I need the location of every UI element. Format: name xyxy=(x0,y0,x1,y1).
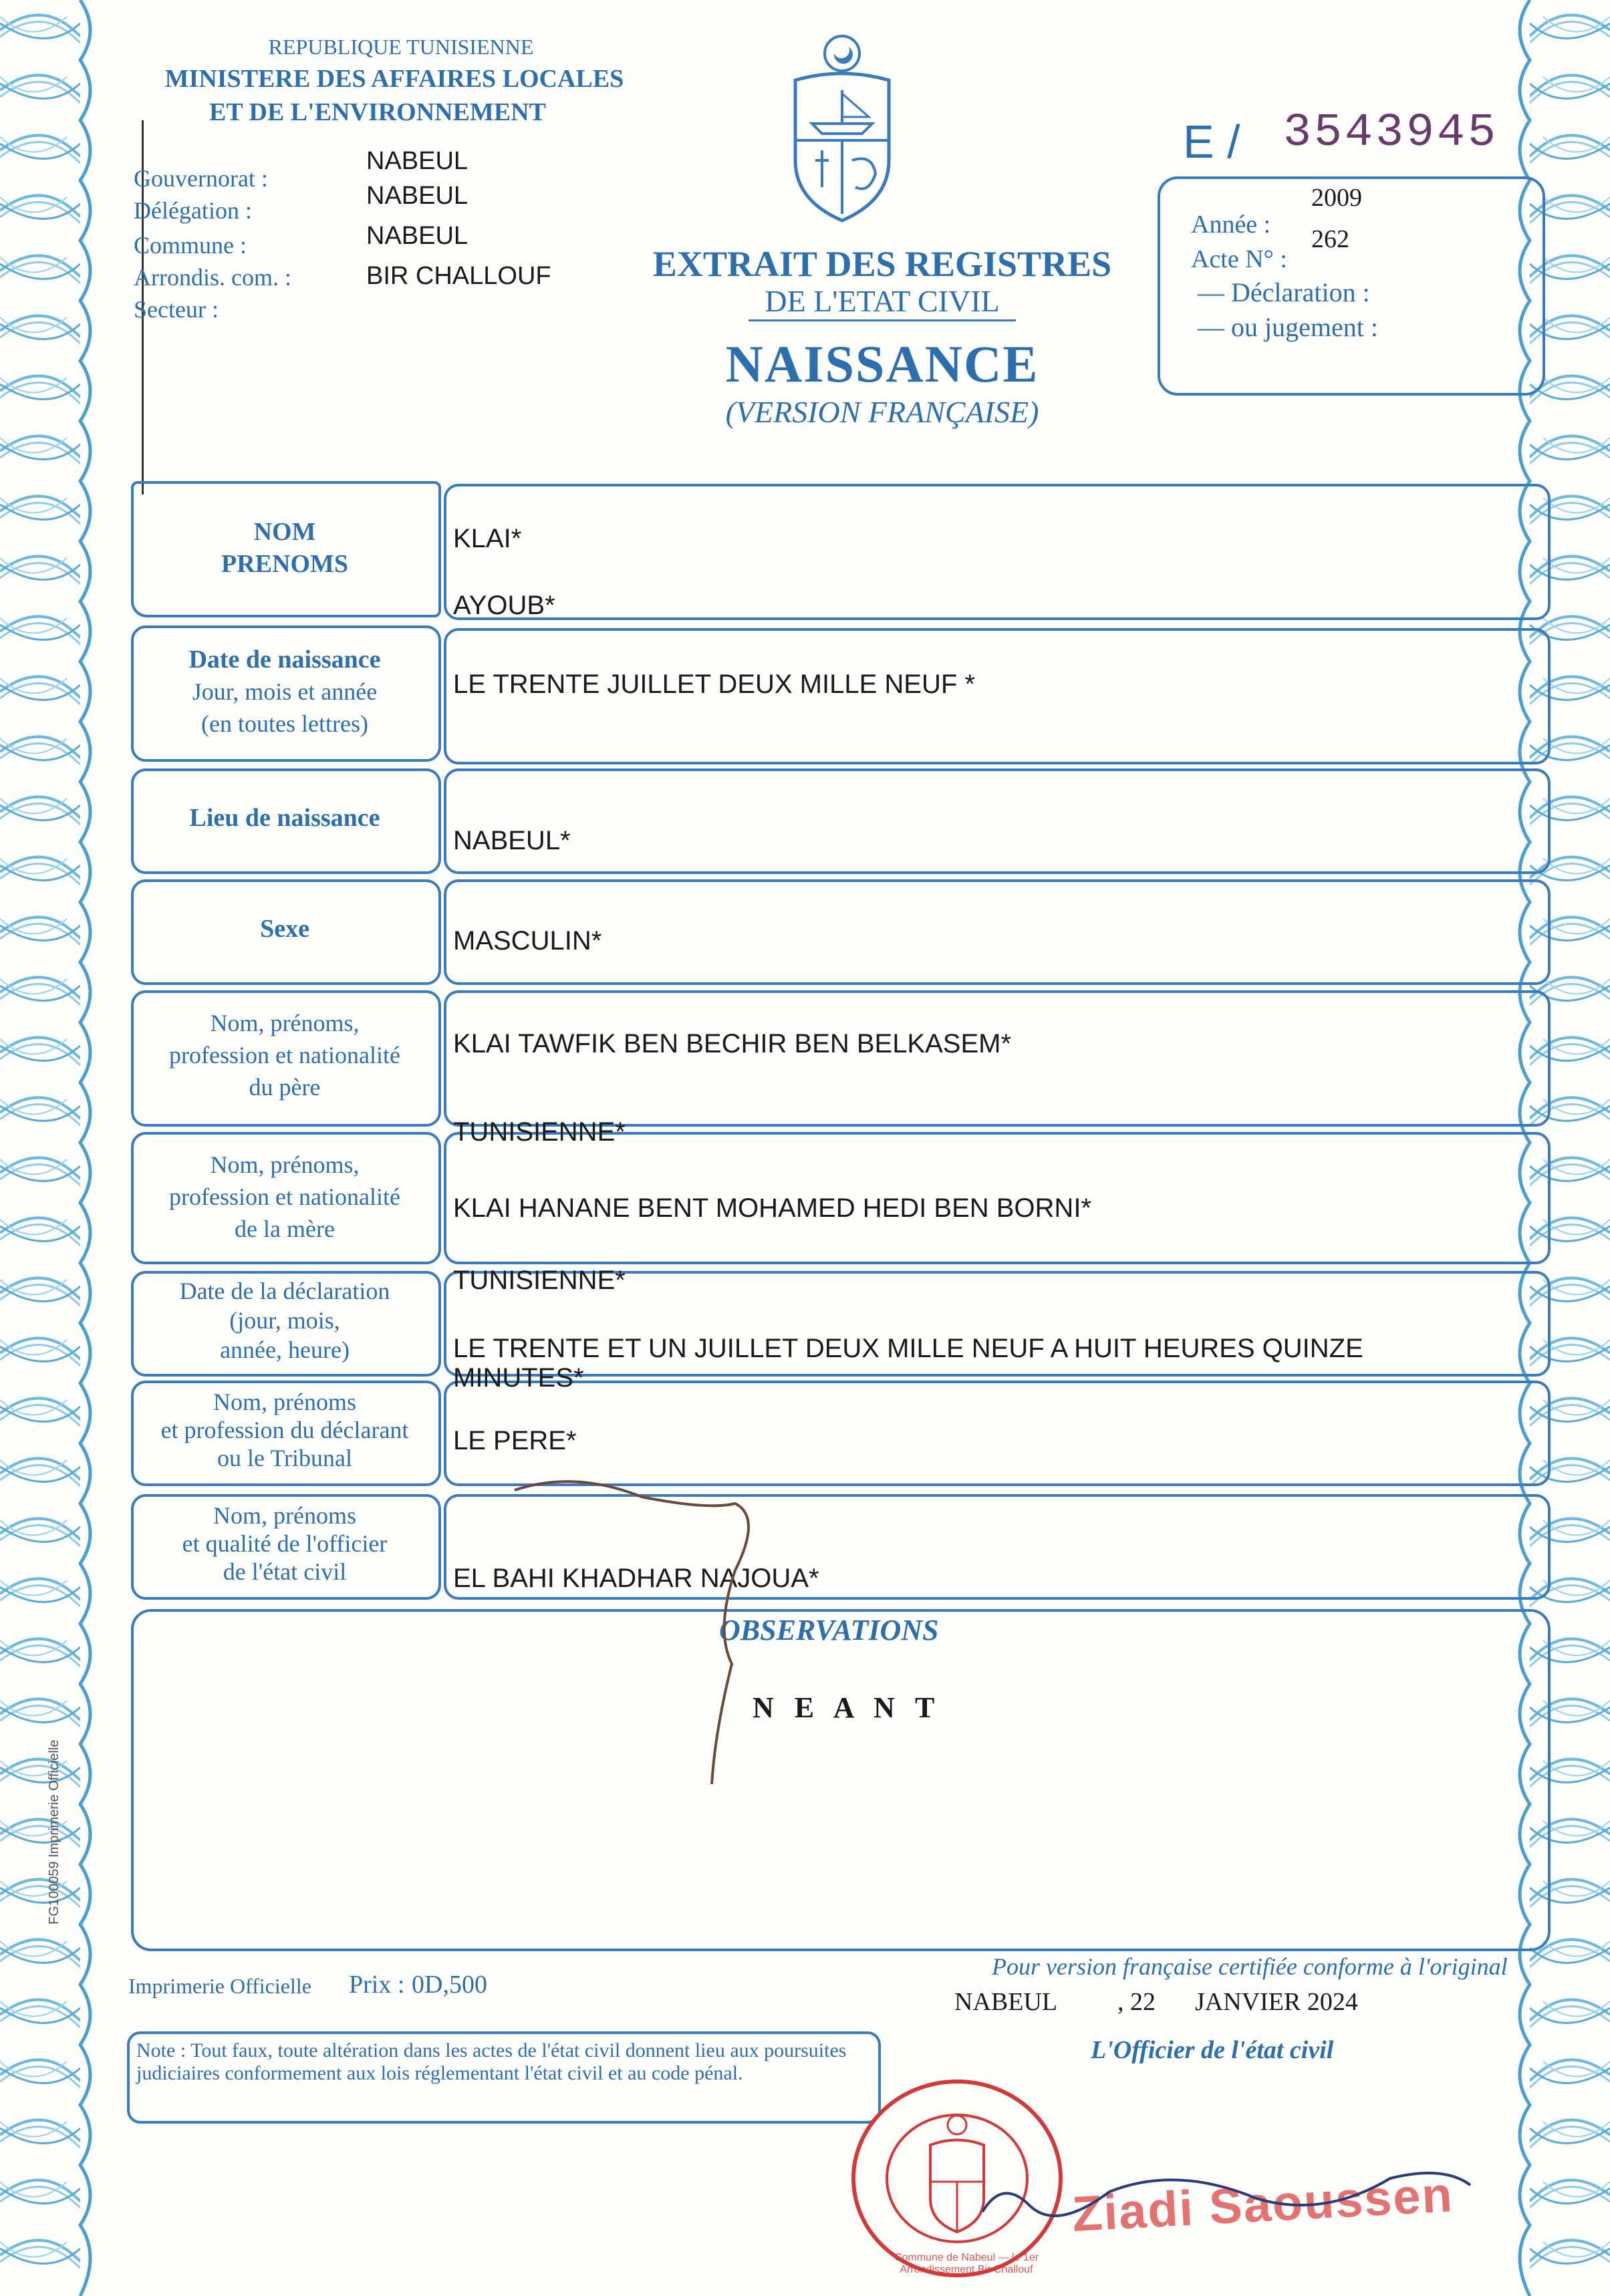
title-version: (VERSION FRANÇAISE) xyxy=(725,395,1039,429)
annee-label: Année : xyxy=(1191,210,1271,239)
title-underline xyxy=(749,319,1016,321)
sexe-value: MASCULIN* xyxy=(453,926,602,956)
acte-value: 262 xyxy=(1311,225,1349,253)
declaration-date-label xyxy=(134,1274,436,1367)
label-delegation: Délégation : xyxy=(134,197,252,224)
lieu-label-text: Lieu de naissance xyxy=(189,804,380,832)
label-commune: Commune : xyxy=(134,232,247,259)
lieu-value: NABEUL* xyxy=(453,826,571,855)
value-delegation: NABEUL xyxy=(366,182,468,210)
title-extrait: EXTRAIT DES REGISTRES xyxy=(652,244,1112,284)
declarant-label xyxy=(134,1383,436,1477)
declarant-label-line2: et profession du déclarant xyxy=(160,1417,409,1443)
value-gouvernorat: NABEUL xyxy=(366,147,468,175)
nom-label-line1: NOM xyxy=(253,518,316,546)
declarant-value: LE PERE* xyxy=(453,1426,577,1455)
acte-label: Acte N° : xyxy=(1191,245,1287,273)
pen-stroke xyxy=(495,1477,815,1798)
officier-value: EL BAHI KHADHAR NAJOUA* xyxy=(453,1564,819,1593)
republic-title: REPUBLIQUE TUNISIENNE xyxy=(268,35,534,59)
declaration-value-cont: MINUTES* xyxy=(453,1363,584,1393)
prenom-value: AYOUB* xyxy=(453,591,555,620)
price-label: Prix : xyxy=(349,1971,405,1999)
date-naissance-label xyxy=(134,635,436,748)
date-label-line3: (en toutes lettres) xyxy=(201,710,368,737)
value-commune: NABEUL xyxy=(366,222,468,250)
jugement-label: — ou jugement : xyxy=(1198,312,1378,342)
date-naissance-value: LE TRENTE JUILLET DEUX MILLE NEUF * xyxy=(453,670,975,699)
note-text: Note : Tout faux, toute altération dans les actes de l'état civil donnent lieu aux poursuites judiciaires conformement aux lois réglementant l'état civil et au code pénal. xyxy=(136,2039,847,2084)
signature-scribble xyxy=(976,2152,1484,2245)
printer-label: Imprimerie Officielle xyxy=(128,1974,311,1998)
nom-label-line2: PRENOMS xyxy=(221,550,348,578)
date-label-line2: Jour, mois et année xyxy=(192,678,378,705)
pere-label-line1: Nom, prénoms, xyxy=(210,1010,360,1036)
date-label-line1: Date de naissance xyxy=(188,645,381,674)
ministry-line2: ET DE L'ENVIRONNEMENT xyxy=(209,98,546,126)
title-etat-civil: DE L'ETAT CIVIL xyxy=(765,284,1000,318)
side-code: FG100059 Imprimerie Officielle xyxy=(47,1739,61,1924)
pere-label-line3: du père xyxy=(249,1074,321,1101)
pere-label xyxy=(134,998,436,1112)
officier-label-line2: et qualité de l'officier xyxy=(182,1530,388,1557)
label-secteur: Secteur : xyxy=(134,296,219,323)
declarant-value-box xyxy=(444,1381,1551,1486)
date-day: , 22 xyxy=(1117,1988,1156,2016)
lieu-label xyxy=(134,778,436,858)
observations-value: N E A N T xyxy=(753,1691,942,1724)
left-guilloche-border xyxy=(0,0,100,2296)
signature-stamp-name: Ziadi Saoussen xyxy=(1071,2166,1455,2242)
mere-nationality: TUNISIENNE* xyxy=(453,1266,626,1295)
officier-label-line3: de l'état civil xyxy=(223,1558,347,1585)
mere-label-line2: profession et nationalité xyxy=(169,1183,400,1210)
declarant-label-line3: ou le Tribunal xyxy=(217,1445,353,1471)
declaration-label-line3: année, heure) xyxy=(220,1336,350,1363)
label-arrondissement: Arrondis. com. : xyxy=(134,264,291,291)
price-value: 0D,500 xyxy=(412,1971,487,1999)
officer-title: L'Officier de l'état civil xyxy=(1091,2036,1334,2064)
officier-label-line1: Nom, prénoms xyxy=(213,1502,356,1529)
nom-value: KLAI* xyxy=(453,524,522,553)
observations-box xyxy=(131,1609,1551,1951)
declaration-label: — Déclaration : xyxy=(1198,277,1370,307)
coat-of-arms-emblem xyxy=(775,27,909,227)
nom-label xyxy=(134,494,436,601)
mere-label-line1: Nom, prénoms, xyxy=(210,1151,360,1178)
sexe-label-text: Sexe xyxy=(260,915,309,943)
stamp-text: Commune de Nabeul — le 1er Arrondissement Bir Challouf xyxy=(894,2252,1039,2275)
declaration-label-line2: (jour, mois, xyxy=(229,1307,340,1334)
date-month-year: JANVIER 2024 xyxy=(1195,1988,1358,2016)
serial-prefix: E / xyxy=(1183,116,1240,168)
sexe-value-box xyxy=(444,879,1551,985)
officier-label xyxy=(134,1497,436,1590)
mere-label xyxy=(134,1140,436,1254)
pere-label-line2: profession et nationalité xyxy=(169,1042,400,1068)
sexe-label xyxy=(134,889,436,969)
annee-value: 2009 xyxy=(1311,184,1362,212)
lieu-value-box xyxy=(444,768,1551,874)
certified-text: Pour version française certifiée conforme à l'original xyxy=(992,1953,1508,1980)
serial-number: 3543945 xyxy=(1283,107,1499,160)
declaration-value: LE TRENTE ET UN JUILLET DEUX MILLE NEUF A HUIT HEURES QUINZE xyxy=(453,1334,1363,1363)
title-naissance: NAISSANCE xyxy=(725,335,1039,393)
mere-value: KLAI HANANE BENT MOHAMED HEDI BEN BORNI* xyxy=(453,1193,1091,1223)
ministry-line1: MINISTERE DES AFFAIRES LOCALES xyxy=(164,65,624,93)
pere-value: KLAI TAWFIK BEN BECHIR BEN BELKASEM* xyxy=(453,1029,1012,1058)
declaration-label-line1: Date de la déclaration xyxy=(179,1278,390,1304)
nom-value-box xyxy=(444,484,1551,620)
mere-label-line3: de la mère xyxy=(235,1215,335,1242)
observations-title: OBSERVATIONS xyxy=(719,1614,939,1646)
label-gouvernorat: Gouvernorat : xyxy=(134,165,268,192)
declarant-label-line1: Nom, prénoms xyxy=(213,1389,356,1415)
value-arrondissement: BIR CHALLOUF xyxy=(366,262,551,290)
place-value: NABEUL xyxy=(954,1988,1058,2016)
pere-nationality: TUNISIENNE* xyxy=(453,1117,626,1147)
